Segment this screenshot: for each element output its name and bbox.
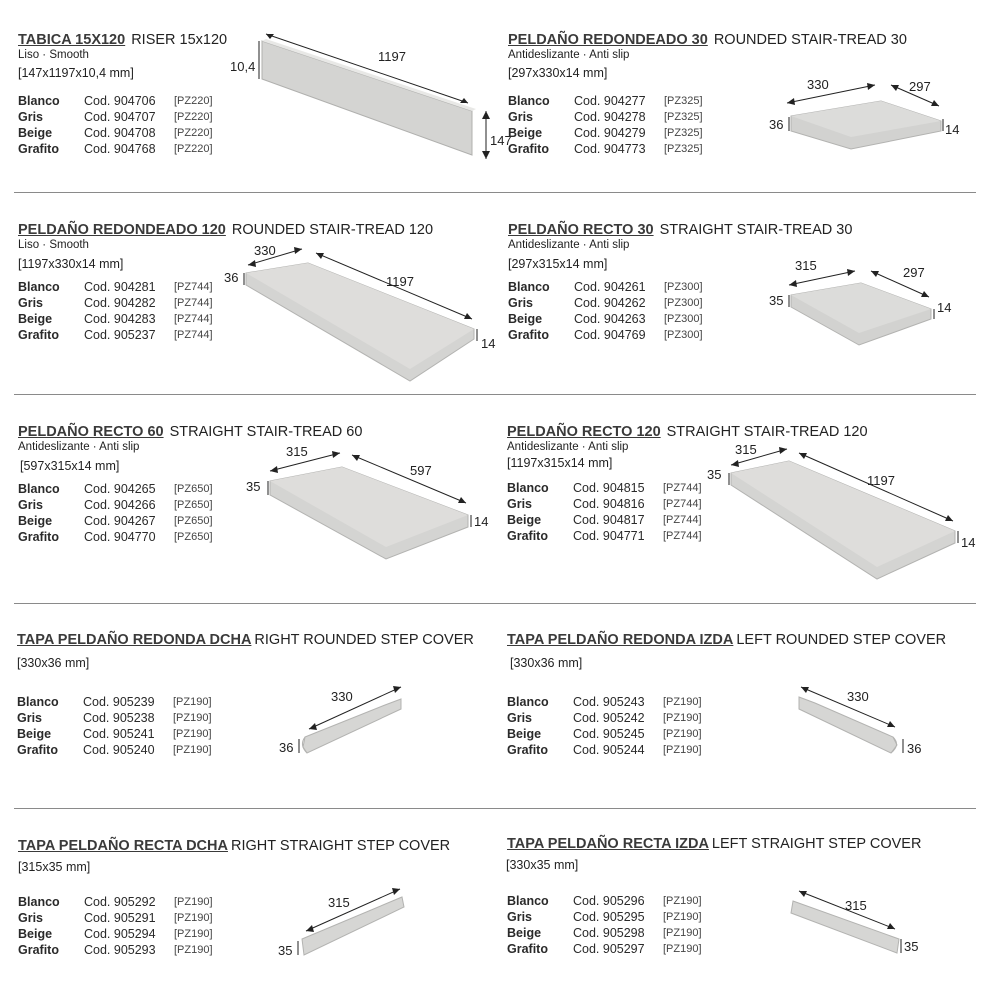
code-row	[18, 280, 228, 296]
color-name: Beige	[507, 513, 542, 527]
product-code: Cod. 905298	[573, 926, 645, 940]
product-code: Cod. 904283	[84, 312, 156, 326]
color-name: Gris	[508, 296, 534, 310]
color-name: Gris	[507, 910, 533, 924]
product-code: Cod. 905245	[573, 727, 645, 741]
color-name: Gris	[508, 110, 534, 124]
code-row	[508, 296, 718, 312]
dimension-label: 10,4	[230, 59, 256, 74]
riser-drawing	[228, 23, 518, 188]
dimension-label: 330	[331, 689, 353, 704]
title-english: STRAIGHT STAIR-TREAD 30	[659, 222, 853, 238]
pallet-code: [PZ190]	[173, 744, 212, 756]
code-row	[18, 498, 228, 514]
color-name: Gris	[507, 711, 533, 725]
dimensions-label: [315x35 mm]	[18, 860, 91, 874]
finish-label: Liso · Smooth	[18, 239, 89, 251]
pallet-code: [PZ744]	[663, 514, 702, 526]
product-code: Cod. 904707	[84, 110, 156, 124]
dimension-label: 315	[845, 898, 867, 913]
product-code: Cod. 904262	[574, 296, 646, 310]
color-name: Beige	[18, 514, 53, 528]
pallet-code: [PZ190]	[173, 696, 212, 708]
code-row	[507, 497, 717, 513]
pallet-code: [PZ744]	[174, 313, 213, 325]
product-code: Cod. 905242	[573, 711, 645, 725]
title-english: ROUNDED STAIR-TREAD 30	[713, 32, 907, 48]
code-row	[18, 911, 228, 927]
dimensions-label: [330x36 mm]	[510, 656, 583, 670]
color-name: Grafito	[18, 142, 59, 156]
dimension-label: 14	[937, 300, 952, 315]
pallet-code: [PZ744]	[663, 530, 702, 542]
dimension-label: 330	[847, 689, 869, 704]
product-title	[17, 631, 474, 649]
color-name: Beige	[508, 312, 543, 326]
product-title	[507, 835, 921, 853]
product-code: Cod. 904815	[573, 481, 645, 495]
pallet-code: [PZ190]	[174, 896, 213, 908]
code-row	[18, 110, 228, 126]
code-row	[507, 727, 717, 743]
code-row	[507, 743, 717, 759]
color-name: Beige	[18, 126, 53, 140]
code-row	[18, 514, 228, 530]
title-english: RISER 15x120	[131, 32, 228, 48]
code-row	[18, 296, 228, 312]
product-code: Cod. 904282	[84, 296, 156, 310]
dimension-label: 14	[474, 514, 489, 529]
product-code: Cod. 904261	[574, 280, 646, 294]
dimension-label: 1197	[386, 274, 414, 289]
product-title	[18, 837, 450, 855]
product-code: Cod. 904816	[573, 497, 645, 511]
dimension-label: 315	[795, 258, 817, 273]
step-cover-drawing	[785, 679, 935, 774]
code-row	[507, 695, 717, 711]
dimensions-label: [297x315x14 mm]	[508, 257, 608, 271]
color-name: Gris	[18, 911, 44, 925]
pallet-code: [PZ325]	[664, 95, 703, 107]
color-name: Gris	[507, 497, 533, 511]
title-spanish: TAPA PELDAÑO RECTA DCHA	[18, 838, 228, 854]
section-divider	[14, 394, 976, 395]
code-list	[17, 695, 227, 759]
code-list	[508, 94, 718, 158]
finish-label: Antideslizante · Anti slip	[508, 239, 630, 251]
code-list	[18, 280, 228, 344]
product-code: Cod. 904708	[84, 126, 156, 140]
color-name: Grafito	[18, 328, 59, 342]
product-code: Cod. 905295	[573, 910, 645, 924]
color-name: Blanco	[507, 894, 549, 908]
pallet-code: [PZ300]	[664, 329, 703, 341]
dimension-label: 36	[907, 741, 922, 756]
title-english: RIGHT ROUNDED STEP COVER	[254, 632, 474, 648]
dimension-label: 36	[224, 270, 239, 285]
dimension-label: 1197	[867, 473, 895, 488]
product-code: Cod. 905241	[83, 727, 155, 741]
dimensions-label: [330x36 mm]	[17, 656, 90, 670]
dimension-label: 1197	[378, 49, 406, 64]
code-row	[18, 126, 228, 142]
section-divider	[14, 808, 976, 809]
product-code: Cod. 905244	[573, 743, 645, 757]
pallet-code: [PZ744]	[663, 482, 702, 494]
code-row	[507, 711, 717, 727]
title-spanish: PELDAÑO RECTO 120	[507, 424, 661, 440]
product-code: Cod. 904706	[84, 94, 156, 108]
color-name: Grafito	[17, 743, 58, 757]
color-name: Grafito	[507, 743, 548, 757]
code-list	[507, 894, 717, 958]
code-row	[508, 312, 718, 328]
product-code: Cod. 905296	[573, 894, 645, 908]
product-code: Cod. 904266	[84, 498, 156, 512]
code-row	[18, 94, 228, 110]
code-row	[507, 481, 717, 497]
pallet-code: [PZ190]	[663, 911, 702, 923]
pallet-code: [PZ220]	[174, 127, 213, 139]
dimension-label: 14	[945, 122, 960, 137]
product-code: Cod. 905294	[84, 927, 156, 941]
dimension-label: 315	[328, 895, 350, 910]
tread-drawing	[763, 257, 963, 362]
product-rounded-tread-30	[508, 31, 988, 201]
product-title	[18, 423, 362, 441]
title-spanish: PELDAÑO REDONDEADO 30	[508, 32, 708, 48]
color-name: Blanco	[507, 481, 549, 495]
pallet-code: [PZ325]	[664, 127, 703, 139]
product-code: Cod. 904281	[84, 280, 156, 294]
finish-label: Antideslizante · Anti slip	[507, 441, 629, 453]
code-row	[17, 695, 227, 711]
product-title	[508, 31, 907, 49]
code-row	[508, 142, 718, 158]
color-name: Grafito	[18, 943, 59, 957]
pallet-code: [PZ190]	[663, 696, 702, 708]
dimension-label: 297	[909, 79, 931, 94]
product-code: Cod. 905297	[573, 942, 645, 956]
color-name: Blanco	[507, 695, 549, 709]
code-row	[18, 530, 228, 546]
pallet-code: [PZ220]	[174, 95, 213, 107]
code-row	[507, 926, 717, 942]
product-code: Cod. 905239	[83, 695, 155, 709]
pallet-code: [PZ190]	[174, 928, 213, 940]
step-cover-drawing	[276, 883, 426, 978]
title-spanish: TABICA 15X120	[18, 32, 126, 48]
product-code: Cod. 904771	[573, 529, 645, 543]
dimension-label: 147	[490, 133, 512, 148]
product-code: Cod. 904817	[573, 513, 645, 527]
product-code: Cod. 904263	[574, 312, 646, 326]
product-rounded-tread-120	[18, 221, 498, 391]
product-code: Cod. 905291	[84, 911, 156, 925]
finish-label: Liso · Smooth	[18, 49, 89, 61]
title-spanish: TAPA PELDAÑO RECTA IZDA	[507, 836, 709, 852]
product-right-straight-step-cover	[18, 837, 498, 1007]
product-straight-tread-60	[18, 423, 498, 593]
product-code: Cod. 904773	[574, 142, 646, 156]
color-name: Grafito	[18, 530, 59, 544]
pallet-code: [PZ190]	[663, 744, 702, 756]
code-list	[507, 481, 717, 545]
color-name: Beige	[18, 312, 53, 326]
color-name: Blanco	[17, 695, 59, 709]
code-row	[18, 312, 228, 328]
color-name: Beige	[507, 926, 542, 940]
pallet-code: [PZ220]	[174, 111, 213, 123]
product-code: Cod. 904768	[84, 142, 156, 156]
title-english: STRAIGHT STAIR-TREAD 60	[169, 424, 363, 440]
pallet-code: [PZ220]	[174, 143, 213, 155]
tread-drawing	[240, 441, 500, 576]
dimension-label: 315	[286, 444, 308, 459]
code-list	[508, 280, 718, 344]
section-divider	[14, 603, 976, 604]
pallet-code: [PZ300]	[664, 297, 703, 309]
dimension-label: 36	[279, 740, 294, 755]
dimension-label: 330	[254, 243, 276, 258]
code-row	[508, 126, 718, 142]
product-code: Cod. 905240	[83, 743, 155, 757]
step-cover-drawing	[275, 679, 425, 774]
title-spanish: PELDAÑO RECTO 30	[508, 222, 654, 238]
pallet-code: [PZ744]	[174, 281, 213, 293]
finish-label: Antideslizante · Anti slip	[18, 441, 140, 453]
color-name: Grafito	[507, 529, 548, 543]
pallet-code: [PZ190]	[663, 927, 702, 939]
tread-drawing	[705, 439, 985, 589]
dimensions-label: [330x35 mm]	[506, 858, 579, 872]
code-row	[508, 328, 718, 344]
pallet-code: [PZ325]	[664, 143, 703, 155]
pallet-code: [PZ325]	[664, 111, 703, 123]
code-row	[18, 895, 228, 911]
pallet-code: [PZ190]	[174, 912, 213, 924]
pallet-code: [PZ650]	[174, 515, 213, 527]
product-code: Cod. 904277	[574, 94, 646, 108]
dimensions-label: [1197x330x14 mm]	[18, 257, 124, 271]
color-name: Grafito	[507, 942, 548, 956]
code-list	[18, 94, 228, 158]
product-code: Cod. 904279	[574, 126, 646, 140]
dimension-label: 35	[707, 467, 722, 482]
title-english: ROUNDED STAIR-TREAD 120	[231, 222, 434, 238]
color-name: Blanco	[18, 94, 60, 108]
code-row	[18, 943, 228, 959]
product-code: Cod. 904265	[84, 482, 156, 496]
dimensions-label: [1197x315x14 mm]	[507, 456, 613, 470]
pallet-code: [PZ190]	[663, 895, 702, 907]
code-row	[508, 280, 718, 296]
code-row	[17, 711, 227, 727]
code-row	[508, 94, 718, 110]
color-name: Gris	[18, 110, 44, 124]
color-name: Grafito	[508, 328, 549, 342]
dimensions-label: [147x1197x10,4 mm]	[18, 66, 134, 80]
color-name: Gris	[17, 711, 43, 725]
code-row	[18, 142, 228, 158]
code-row	[507, 942, 717, 958]
product-code: Cod. 904769	[574, 328, 646, 342]
pallet-code: [PZ650]	[174, 531, 213, 543]
color-name: Beige	[17, 727, 52, 741]
step-cover-drawing	[783, 883, 933, 978]
code-list	[507, 695, 717, 759]
pallet-code: [PZ190]	[173, 728, 212, 740]
code-row	[508, 110, 718, 126]
title-english: LEFT STRAIGHT STEP COVER	[711, 836, 922, 852]
product-right-rounded-step-cover	[17, 631, 497, 801]
color-name: Blanco	[18, 895, 60, 909]
color-name: Grafito	[508, 142, 549, 156]
pallet-code: [PZ190]	[173, 712, 212, 724]
dimension-label: 14	[961, 535, 976, 550]
color-name: Blanco	[18, 280, 60, 294]
product-title	[508, 221, 852, 239]
product-code: Cod. 905292	[84, 895, 156, 909]
dimension-label: 330	[807, 77, 829, 92]
pallet-code: [PZ650]	[174, 499, 213, 511]
pallet-code: [PZ300]	[664, 313, 703, 325]
color-name: Beige	[508, 126, 543, 140]
product-code: Cod. 904770	[84, 530, 156, 544]
dimension-label: 597	[410, 463, 432, 478]
tread-drawing	[763, 71, 963, 171]
dimensions-label: [597x315x14 mm]	[20, 459, 120, 473]
code-row	[18, 482, 228, 498]
dimension-label: 35	[904, 939, 919, 954]
dimension-label: 14	[481, 336, 496, 351]
dimensions-label: [297x330x14 mm]	[508, 66, 608, 80]
dimension-label: 35	[246, 479, 261, 494]
product-code: Cod. 904267	[84, 514, 156, 528]
product-left-rounded-step-cover	[507, 631, 987, 801]
product-straight-tread-120	[507, 423, 987, 593]
color-name: Blanco	[508, 280, 550, 294]
dimension-label: 297	[903, 265, 925, 280]
code-row	[507, 910, 717, 926]
dimension-label: 315	[735, 442, 757, 457]
code-list	[18, 895, 228, 959]
code-row	[18, 328, 228, 344]
pallet-code: [PZ190]	[663, 712, 702, 724]
color-name: Beige	[18, 927, 53, 941]
code-row	[18, 927, 228, 943]
pallet-code: [PZ190]	[174, 944, 213, 956]
title-spanish: PELDAÑO RECTO 60	[18, 424, 164, 440]
title-english: STRAIGHT STAIR-TREAD 120	[666, 424, 868, 440]
title-spanish: PELDAÑO REDONDEADO 120	[18, 222, 226, 238]
code-row	[507, 894, 717, 910]
finish-label: Antideslizante · Anti slip	[508, 49, 630, 61]
code-list	[18, 482, 228, 546]
dimension-label: 36	[769, 117, 784, 132]
product-code: Cod. 905238	[83, 711, 155, 725]
pallet-code: [PZ190]	[663, 943, 702, 955]
title-english: LEFT ROUNDED STEP COVER	[736, 632, 947, 648]
color-name: Blanco	[508, 94, 550, 108]
title-spanish: TAPA PELDAÑO REDONDA IZDA	[507, 632, 734, 648]
code-row	[507, 529, 717, 545]
color-name: Gris	[18, 296, 44, 310]
pallet-code: [PZ650]	[174, 483, 213, 495]
product-code: Cod. 905293	[84, 943, 156, 957]
color-name: Beige	[507, 727, 542, 741]
product-code: Cod. 905243	[573, 695, 645, 709]
pallet-code: [PZ744]	[174, 297, 213, 309]
product-title	[507, 631, 946, 649]
product-code: Cod. 905237	[84, 328, 156, 342]
code-row	[507, 513, 717, 529]
title-spanish: TAPA PELDAÑO REDONDA DCHA	[17, 632, 252, 648]
dimension-label: 35	[769, 293, 784, 308]
color-name: Gris	[18, 498, 44, 512]
pallet-code: [PZ744]	[174, 329, 213, 341]
pallet-code: [PZ744]	[663, 498, 702, 510]
product-riser-15x120	[18, 31, 512, 201]
pallet-code: [PZ190]	[663, 728, 702, 740]
dimension-label: 35	[278, 943, 293, 958]
tread-drawing	[220, 233, 500, 393]
product-code: Cod. 904278	[574, 110, 646, 124]
product-straight-tread-30	[508, 221, 988, 391]
pallet-code: [PZ300]	[664, 281, 703, 293]
code-row	[17, 743, 227, 759]
title-english: RIGHT STRAIGHT STEP COVER	[230, 838, 451, 854]
code-row	[17, 727, 227, 743]
product-title	[18, 31, 227, 49]
color-name: Blanco	[18, 482, 60, 496]
